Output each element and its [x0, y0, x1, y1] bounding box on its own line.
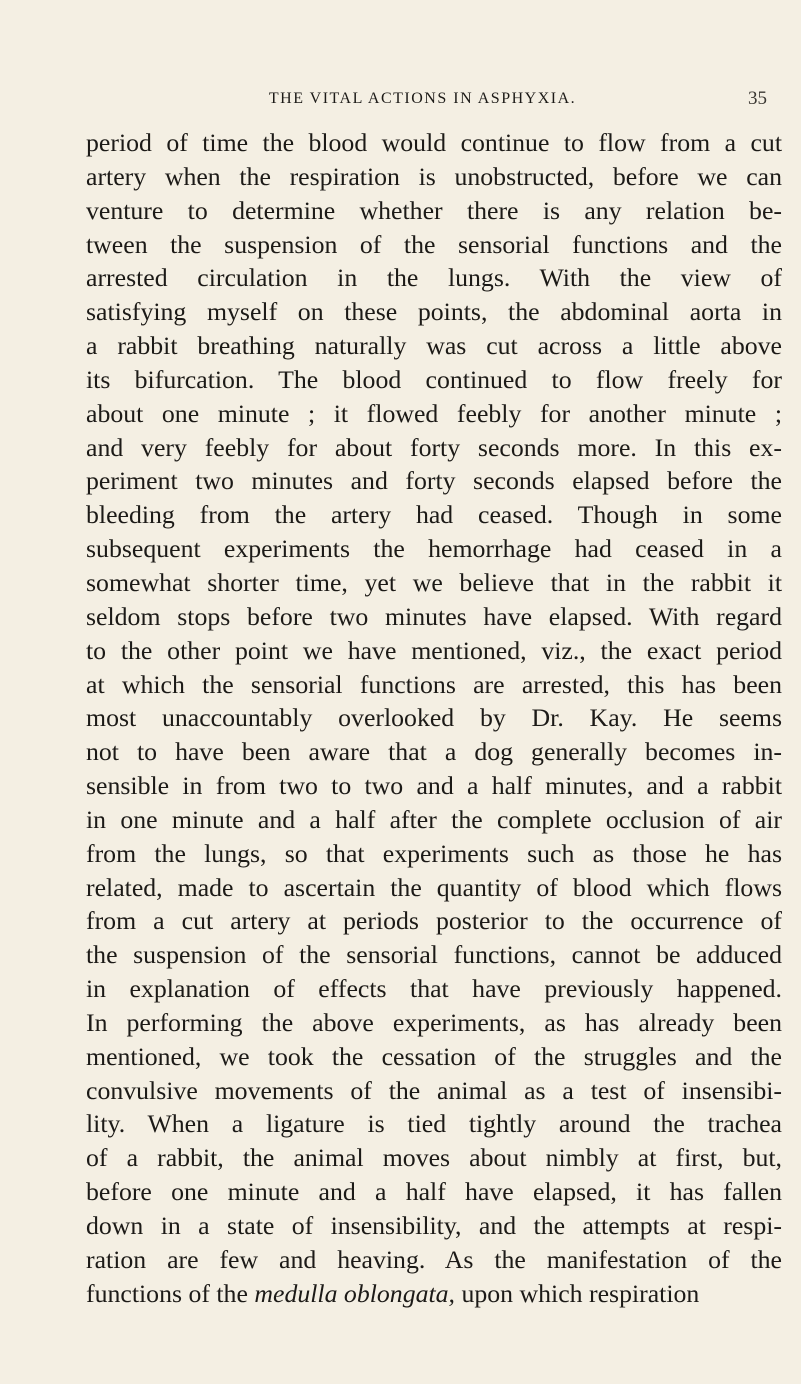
final-line-italic: medulla oblongata,	[254, 1278, 456, 1308]
text-line: of a rabbit, the animal moves about nimbly at first, but,	[86, 1143, 782, 1173]
text-line: convulsive movements of the animal as a test of insensibi-	[86, 1075, 782, 1105]
text-line-final	[86, 1277, 782, 1311]
text-line: bleeding from the artery had ceased. Though in some	[86, 500, 782, 530]
text-line: about one minute ; it flowed feebly for another minute ;	[86, 398, 782, 428]
text-line: ration are few and heaving. As the manifestation of the	[86, 1244, 782, 1274]
text-line: most unaccountably overlooked by Dr. Kay. He seems	[86, 703, 782, 733]
text-line: artery when the respiration is unobstructed, before we can	[86, 161, 782, 191]
text-line: In performing the above experiments, as has already been	[86, 1007, 782, 1037]
text-line: before one minute and a half have elapsed, it has fallen	[86, 1177, 782, 1207]
final-line-after: upon which respiration	[455, 1278, 700, 1308]
text-line: related, made to ascertain the quantity of blood which flows	[86, 872, 782, 902]
text-line: its bifurcation. The blood continued to flow freely for	[86, 364, 782, 394]
text-line: not to have been aware that a dog generally becomes in-	[86, 737, 782, 767]
text-line: from a cut artery at periods posterior to the occurrence of	[86, 906, 782, 936]
text-line: sensible in from two to two and a half minutes, and a rabbit	[86, 771, 782, 801]
page-header	[70, 90, 775, 120]
text-line: to the other point we have mentioned, viz., the exact period	[86, 635, 782, 665]
text-line: arrested circulation in the lungs. With the view of	[86, 263, 782, 293]
text-line: tween the suspension of the sensorial functions and the	[86, 229, 782, 259]
text-line: in one minute and a half after the complete occlusion of air	[86, 804, 782, 834]
text-line: at which the sensorial functions are arrested, this has been	[86, 669, 782, 699]
page-number: 35	[748, 88, 767, 109]
final-line-before: functions of the	[86, 1278, 255, 1308]
text-line: in explanation of effects that have previously happened.	[86, 974, 782, 1004]
text-line: subsequent experiments the hemorrhage had ceased in a	[86, 534, 782, 564]
body-text	[86, 126, 782, 1311]
text-line: periment two minutes and forty seconds elapsed before the	[86, 466, 782, 496]
text-line: down in a state of insensibility, and the attempts at respi-	[86, 1211, 782, 1240]
running-head: THE VITAL ACTIONS IN ASPHYXIA.	[268, 90, 577, 107]
text-line: a rabbit breathing naturally was cut across a little above	[86, 331, 782, 361]
text-line: period of time the blood would continue to flow from a cut	[86, 128, 782, 157]
text-line: and very feebly for about forty seconds more. In this ex-	[86, 432, 782, 462]
text-line: somewhat shorter time, yet we believe that in the rabbit it	[86, 567, 782, 597]
text-line: satisfying myself on these points, the abdominal aorta in	[86, 297, 782, 327]
text-line: lity. When a ligature is tied tightly around the trachea	[86, 1109, 782, 1139]
text-line: the suspension of the sensorial functions, cannot be adduced	[86, 940, 782, 970]
text-line: mentioned, we took the cessation of the struggles and the	[86, 1041, 782, 1071]
text-line: seldom stops before two minutes have elapsed. With regard	[86, 601, 782, 631]
text-line: from the lungs, so that experiments such as those he has	[86, 838, 782, 868]
text-line: venture to determine whether there is any relation be-	[86, 195, 782, 225]
